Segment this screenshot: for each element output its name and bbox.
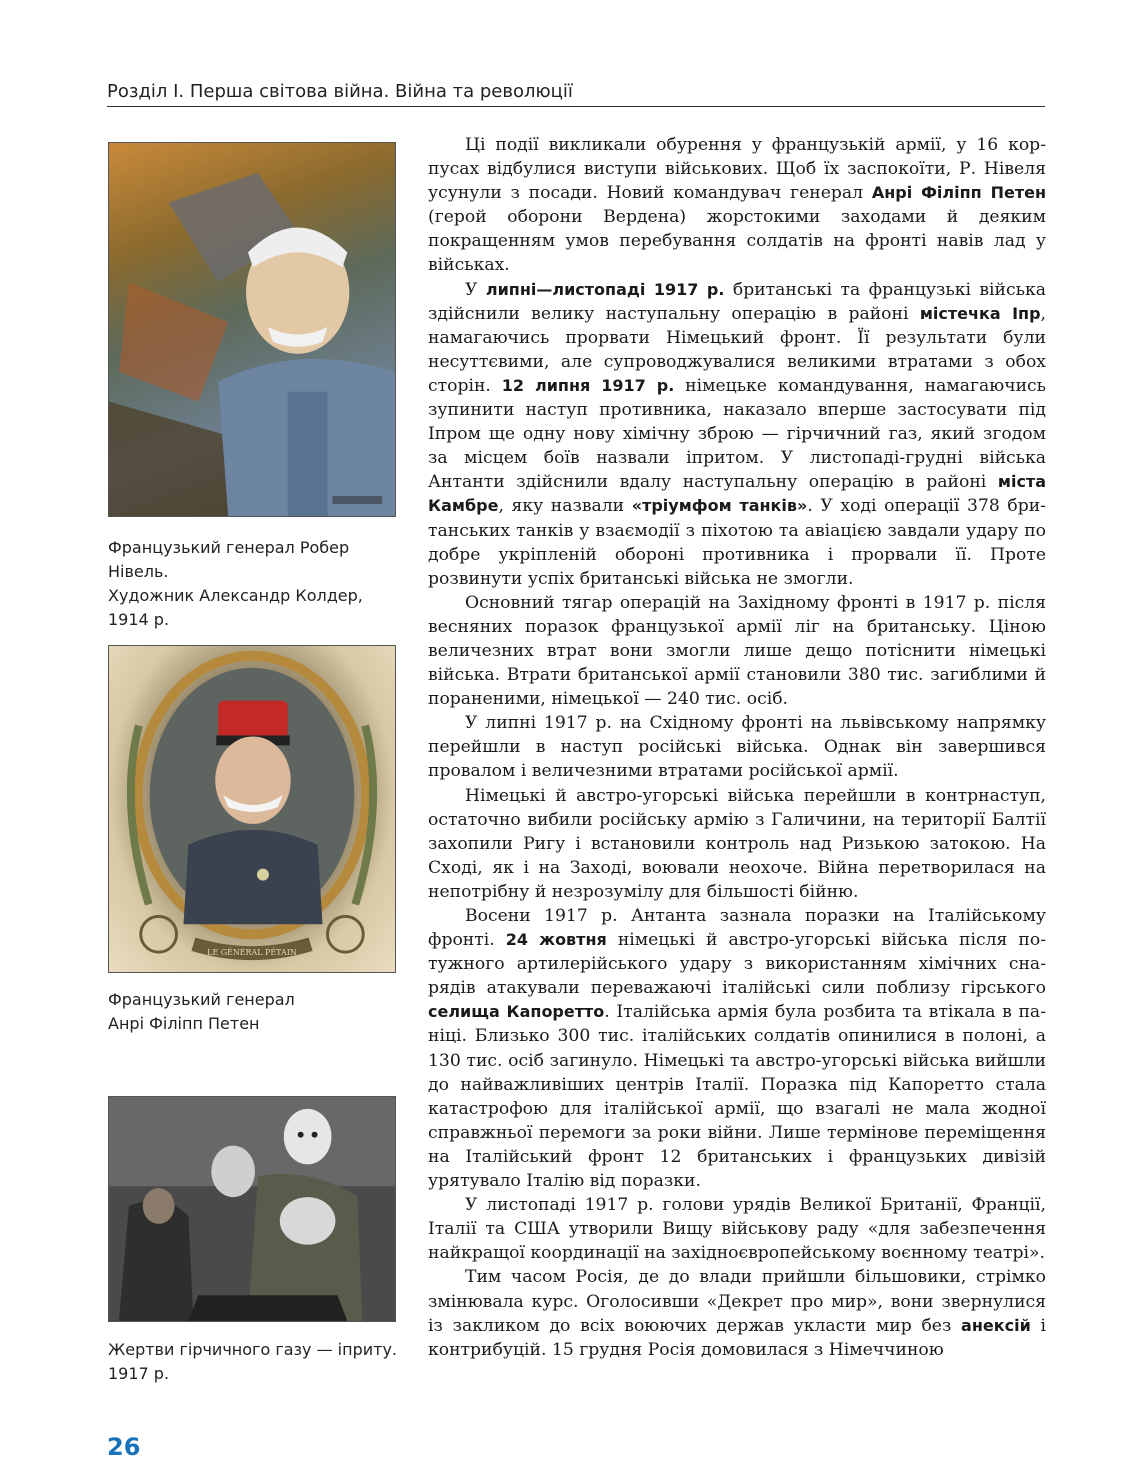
text-run: Тим часом Росія, де до влади прийшли більшовики, стрімко змінювала курс. Оголосивши «Декрет про мир», вони звернулися із закликом до всіх воюючих держав укласти мир без <box>428 1267 1046 1336</box>
paragraph <box>428 591 1046 711</box>
paragraph <box>428 1193 1046 1265</box>
text-run: Німецькі й австро-угорські війська перейшли в контрнаступ, остаточно вибили російську армію з Галичини, на території Балтії захопили Ригу і встановили контроль над Ризькою затокою. На Сході, як і на Заході, воювали неохоче. Війна перетворилася на непотрібну й незрозумілу для більшості бійню. <box>428 785 1046 902</box>
text-run: (герой оборони Вердена) жорстокими заходами й деяким покращенням умов перебування солдатів на фронті навів лад у військах. <box>428 207 1046 276</box>
text-run: У <box>465 279 486 300</box>
paragraph <box>428 904 1046 1193</box>
text-run: . У ході операції 378 британських танків у взаємодії з піхотою та авіацією завдали удару по добре укріпленій обороні противника і прорвали її. Проте розвинути успіх британські війська не змогли. <box>428 496 1046 589</box>
emphasis-term: містечка Іпр <box>919 303 1041 323</box>
text-run: Основний тягар операцій на Західному фронті в 1917 р. після весняних поразок французької армії ліг на британську. Ціною величезних втрат вони змогли лише дещо потіснити німецькі війська. Втрати британської армії становили 380 тис. загиблими й пораненими, німецької — 240 тис. осіб. <box>428 592 1046 710</box>
figure-caption <box>108 1338 408 1386</box>
portrait-inscription: LE GÉNÉRAL PÉTAIN <box>207 948 297 958</box>
caption-line: 1917 р. <box>108 1364 170 1383</box>
emphasis-term: «тріумфом танків» <box>631 496 808 516</box>
figure-caption <box>108 536 408 632</box>
caption-line: Художник Александр Колдер, 1914 р. <box>108 586 363 629</box>
emphasis-term: 12 липня 1917 р. <box>501 375 675 395</box>
caption-line: Французький генерал Робер Нівель. <box>108 538 350 581</box>
caption-line: Анрі Філіпп Петен <box>108 1014 260 1033</box>
paragraph <box>428 711 1046 783</box>
text-run: німецькі й австро-угорські війська після потужного артилерійського удару з використанням хімічних снарядів атакували переважаючі італійські сили поблизу гірського <box>428 930 1046 999</box>
figure-gas-victims-photo <box>108 1096 396 1322</box>
text-run: британські та французькі війська здійснили велику наступальну операцію в районі <box>428 279 1046 324</box>
section-header: Розділ І. Перша світова війна. Війна та революції <box>107 81 573 102</box>
caption-line: Жертви гірчичного газу — іприту. <box>108 1340 398 1359</box>
paragraph <box>428 278 1046 591</box>
body-text <box>428 133 1046 1362</box>
header-divider <box>107 106 1045 107</box>
page-number: 26 <box>107 1433 141 1461</box>
painting-image <box>109 143 395 516</box>
emphasis-term: 24 жовтня <box>505 930 607 950</box>
text-run: , намагаючись прорвати Німецький фронт. Її результати були несуттєвими, але супроводжувалися великими втратами з обох сторін. <box>428 303 1047 396</box>
emphasis-term: анексій <box>961 1315 1031 1335</box>
paragraph <box>428 133 1046 278</box>
photo-image <box>109 1097 395 1321</box>
text-run: німецьке командування, намагаючись зупинити наступ противника, наказало вперше застосувати під Іпром ще одну нову хімічну зброю — гірчичний газ, який згодом за місцем боїв назвали іпритом. У листопаді-грудні війська Антанти здійснили вдалу наступальну операцію в районі <box>428 375 1047 493</box>
text-run: Восени 1917 р. Антанта зазнала поразки на Італійському фронті. <box>428 906 1046 951</box>
figure-nivelle-painting <box>108 142 396 517</box>
figure-petain-portrait <box>108 645 396 973</box>
text-run: У листопаді 1917 р. голови урядів Великої Британії, Франції, Італії та США утворили Вищу військову раду «для забезпечення найкращої координації на західноєвропейському воєнному театрі». <box>428 1195 1046 1264</box>
paragraph <box>428 1265 1046 1361</box>
text-run: і контрибуцій. 15 грудня Росія домовилася з Німеччиною <box>428 1315 1046 1360</box>
emphasis-term: липні—листопаді 1917 р. <box>485 279 725 299</box>
figure-caption <box>108 988 408 1036</box>
portrait-image <box>109 646 395 972</box>
emphasis-term: міста Камбре <box>428 472 1046 516</box>
text-run: , яку назвали <box>498 496 632 517</box>
text-run: У липні 1917 р. на Східному фронті на львівському напрямку перейшли в наступ російські війська. Однак він завершився провалом і величезними втратами російської армії. <box>428 713 1046 782</box>
paragraph <box>428 784 1046 904</box>
text-run: Ці події викликали обурення у французькій армії, у 16 корпусах відбулися виступи військових. Щоб їх заспокоїти, Р. Нівеля усунули з посади. Новий командувач генерал <box>428 135 1046 204</box>
emphasis-term: селища Капоретто <box>428 1002 605 1022</box>
caption-line: Французький генерал <box>108 990 295 1009</box>
emphasis-term: Анрі Філіпп Петен <box>871 183 1046 203</box>
text-run: . Італійська армія була розбита та втікала в паніці. Близько 300 тис. італійських солдатів опинилися в полоні, а 130 тис. осіб загинуло. Німецькі та австро-угорські війська вийшли до найважливіших центрів Італії. Поразка під Капоретто стала катастрофою для італійської армії, що взагалі не мала жодної справжньої перемоги за роки війни. Лише термінове переміщення на Італійський фронт 12 британських і французьких дивізій урятувало Італію від поразки. <box>428 1002 1046 1192</box>
